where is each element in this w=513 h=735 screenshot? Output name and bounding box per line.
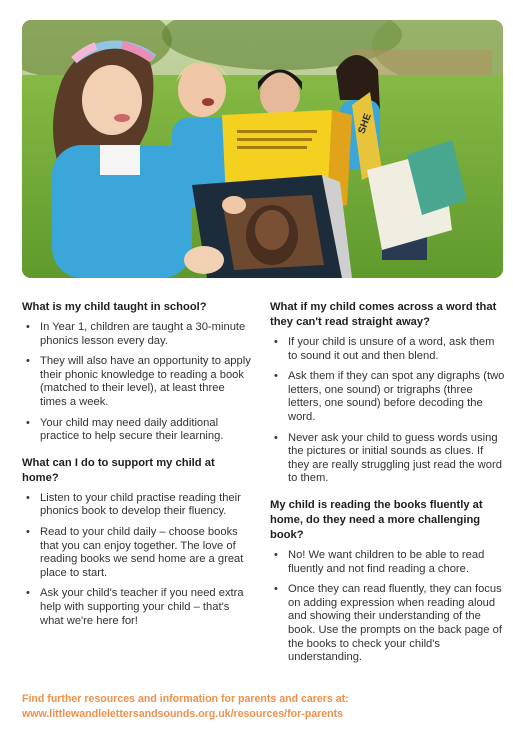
list-item-text: Listen to your child practise reading their phonics book to develop their fluency. [40,491,241,518]
children-reading-illustration [22,20,503,278]
list-item [22,492,254,519]
list-item [270,583,506,665]
bullet-list [270,336,506,486]
footer-resources [22,692,502,722]
list-item-text: In Year 1, children are taught a 30-minute phonics lesson every day. [40,321,246,347]
bullet-icon: • [274,336,278,348]
hero-photo [22,20,503,278]
bullet-icon: • [26,525,30,538]
bullet-icon: • [274,583,278,596]
bullet-list [270,549,506,665]
list-item-text: Ask them if they can spot any digraphs (two letters, one sound) or trigraphs (three letters, one sound) before decoding the word. [288,370,505,423]
bullet-icon: • [274,370,278,383]
section-unknown-word [270,300,506,486]
footer-link[interactable]: www.littlewandlelettersandsounds.org.uk/resources/for-parents [22,708,344,720]
bullet-icon: • [26,355,30,368]
bullet-icon: • [26,491,30,504]
footer-intro: Find further resources and information for parents and carers at: [22,693,349,705]
book-spine-text: SHE [356,112,374,136]
bullet-list [22,492,254,628]
bullet-icon: • [274,431,278,444]
list-item [270,549,506,576]
section-taught-in-school [22,300,254,444]
list-item [22,587,254,628]
right-column [270,300,506,672]
list-item-text: Never ask your child to guess words using the pictures or initial sounds as clues. If they are really struggling just read the word to them. [288,431,502,485]
bullet-icon: • [26,321,30,333]
list-item [270,370,506,424]
list-item [22,321,254,348]
list-item-text: Your child may need daily additional practice to help secure their learning. [40,416,224,443]
list-item-text: Read to your child daily – choose books that you can enjoy together. The love of reading books we send home are a great place to start. [40,525,244,579]
section-heading: What can I do to support my child at home? [22,456,215,484]
list-item [22,526,254,580]
list-item [270,336,506,363]
list-item-text: No! We want children to be able to read fluently and not find reading a chore. [288,548,485,575]
bullet-icon: • [26,587,30,600]
bullet-icon: • [274,548,278,561]
bullet-icon: • [26,416,30,429]
list-item-text: Once they can read fluently, they can focus on adding expression when reading aloud and showing their understanding of the book. Use the prompts on the back page of the books to check your child's understanding. [288,583,502,664]
bullet-list [22,321,254,444]
left-column [22,300,254,635]
list-item [22,417,254,444]
list-item [22,355,254,409]
section-heading: What if my child comes across a word that they can't read straight away? [270,301,497,328]
section-support-at-home [22,456,254,628]
list-item-text: If your child is unsure of a word, ask them to sound it out and then blend. [288,336,495,362]
section-heading: My child is reading the books fluently at home, do they need a more challenging book? [270,498,483,541]
list-item [270,432,506,486]
section-challenging-book [270,498,506,665]
list-item-text: Ask your child's teacher if you need extra help with supporting your child – that's what we're here for! [40,587,244,627]
list-item-text: They will also have an opportunity to apply their phonic knowledge to reading a book (matched to their level), at least three times a week. [40,355,251,408]
section-heading: What is my child taught in school? [22,301,207,313]
